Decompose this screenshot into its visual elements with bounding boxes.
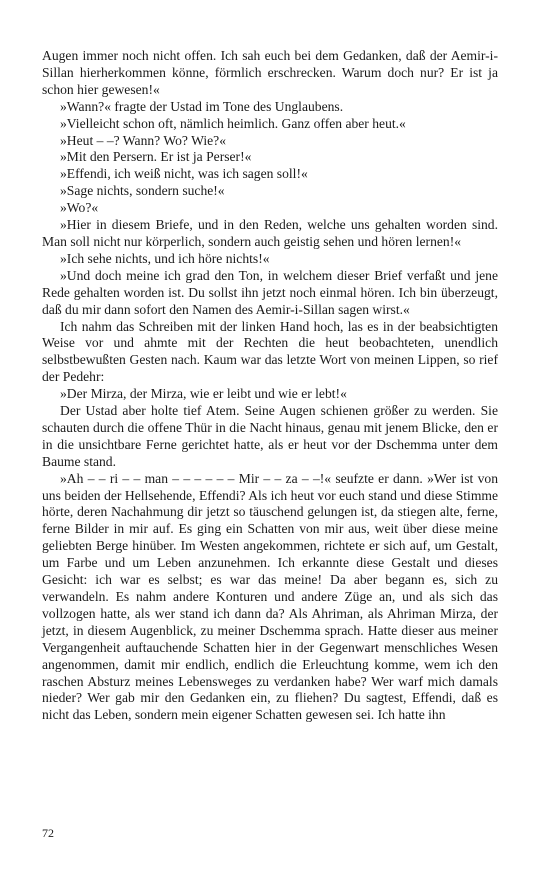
paragraph: »Effendi, ich weiß nicht, was ich sagen soll!« <box>60 166 308 182</box>
paragraph: »Vielleicht schon oft, nämlich heimlich. Ganz offen aber heut.« <box>60 115 406 131</box>
paragraph: »Wann?« fragte der Ustad im Tone des Unglaubens. <box>60 98 344 114</box>
page-number: 72 <box>42 826 54 840</box>
paragraph: Ich nahm das Schreiben mit der linken Hand hoch, las es in der beabsichtigten Weise vor und ahmte mit der Rechten die heut beobachteten, unendlich selbstbewußten Gesten nach. Kaum war das letzte Wort von meinen Lippen, so rief der Pedehr: <box>42 318 498 385</box>
paragraph: »Der Mirza, der Mirza, wie er leibt und wie er lebt!« <box>60 386 347 402</box>
paragraph: Augen immer noch nicht offen. Ich sah euch bei dem Gedanken, daß der Aemir-i-Sillan hierherkommen könne, förmlich erschrecken. Warum doch nur? Er ist ja schon hier gewesen!« <box>42 48 498 97</box>
page-body <box>42 48 498 724</box>
paragraph: »Ah – – ri – – man – – – – – – Mir – – za – –!« seufzte er dann. »Wer ist von uns beiden der Hellsehende, Effendi? Als ich heut vor euch stand und diese Stimme hörte, deren Nachahmung dir jetzt so täuschend gelungen ist, da stiegen alte, ferne, ferne Bilder in mir auf. Es ging ein Schatten von mir aus, weit über diese meine geliebten Berge hinüber. Im Westen angekommen, richtete er sich auf, um Gestalt, um Farbe und um Leben anzunehmen. Ich erkannte diese Gestalt und dieses Gesicht: ich war es selbst; es war das meine! Da aber begann es, sich zu verwandeln. Es nahm andere Konturen und andere Züge an, und als sich das vollzogen hatte, als wer stand ich dann da? Als Ahriman, als Ahriman Mirza, der jetzt, in diesem Augenblick, zu meiner Dschemma sprach. Hatte dieser aus meiner Vergangenheit auftauchende Schatten hier in der Gegenwart menschliches Wesen angenommen, damit mir endlich, endlich die Erleuchtung komme, wem ich den raschen Absturz meines Lebensweges zu verdanken habe? Wer warf mich damals nieder? Wer gab mir den Gedanken ein, zu fliehen? Du sagtest, Effendi, daß es nicht das Leben, sondern mein eigener Schatten gewesen sei. Ich hatte ihn <box>42 470 498 723</box>
paragraph: »Sage nichts, sondern suche!« <box>60 183 225 199</box>
paragraph: »Ich sehe nichts, und ich höre nichts!« <box>60 250 270 266</box>
paragraph: Der Ustad aber holte tief Atem. Seine Augen schienen größer zu werden. Sie schauten durch die offene Thür in die Nacht hinaus, genau mit jenem Blicke, den er in die unsichtbare Ferne gerichtet hatte, als er heut vor der Dschemma unter dem Baume stand. <box>42 403 498 469</box>
paragraph: »Mit den Persern. Er ist ja Perser!« <box>60 149 252 165</box>
paragraph: »Wo?« <box>60 200 99 216</box>
paragraph: »Und doch meine ich grad den Ton, in welchem dieser Brief verfaßt und jene Rede gehalten worden ist. Du sollst ihn jetzt noch einmal hören. Ich bin überzeugt, daß du mir dann sofort den Namen des Aemir-i-Sillan sagen wirst.« <box>42 267 498 317</box>
paragraph: »Heut – –? Wann? Wo? Wie?« <box>60 132 227 148</box>
paragraph: »Hier in diesem Briefe, und in den Reden, welche uns gehalten worden sind. Man soll nicht nur körperlich, sondern auch geistig sehen und hören lernen!« <box>42 217 498 249</box>
